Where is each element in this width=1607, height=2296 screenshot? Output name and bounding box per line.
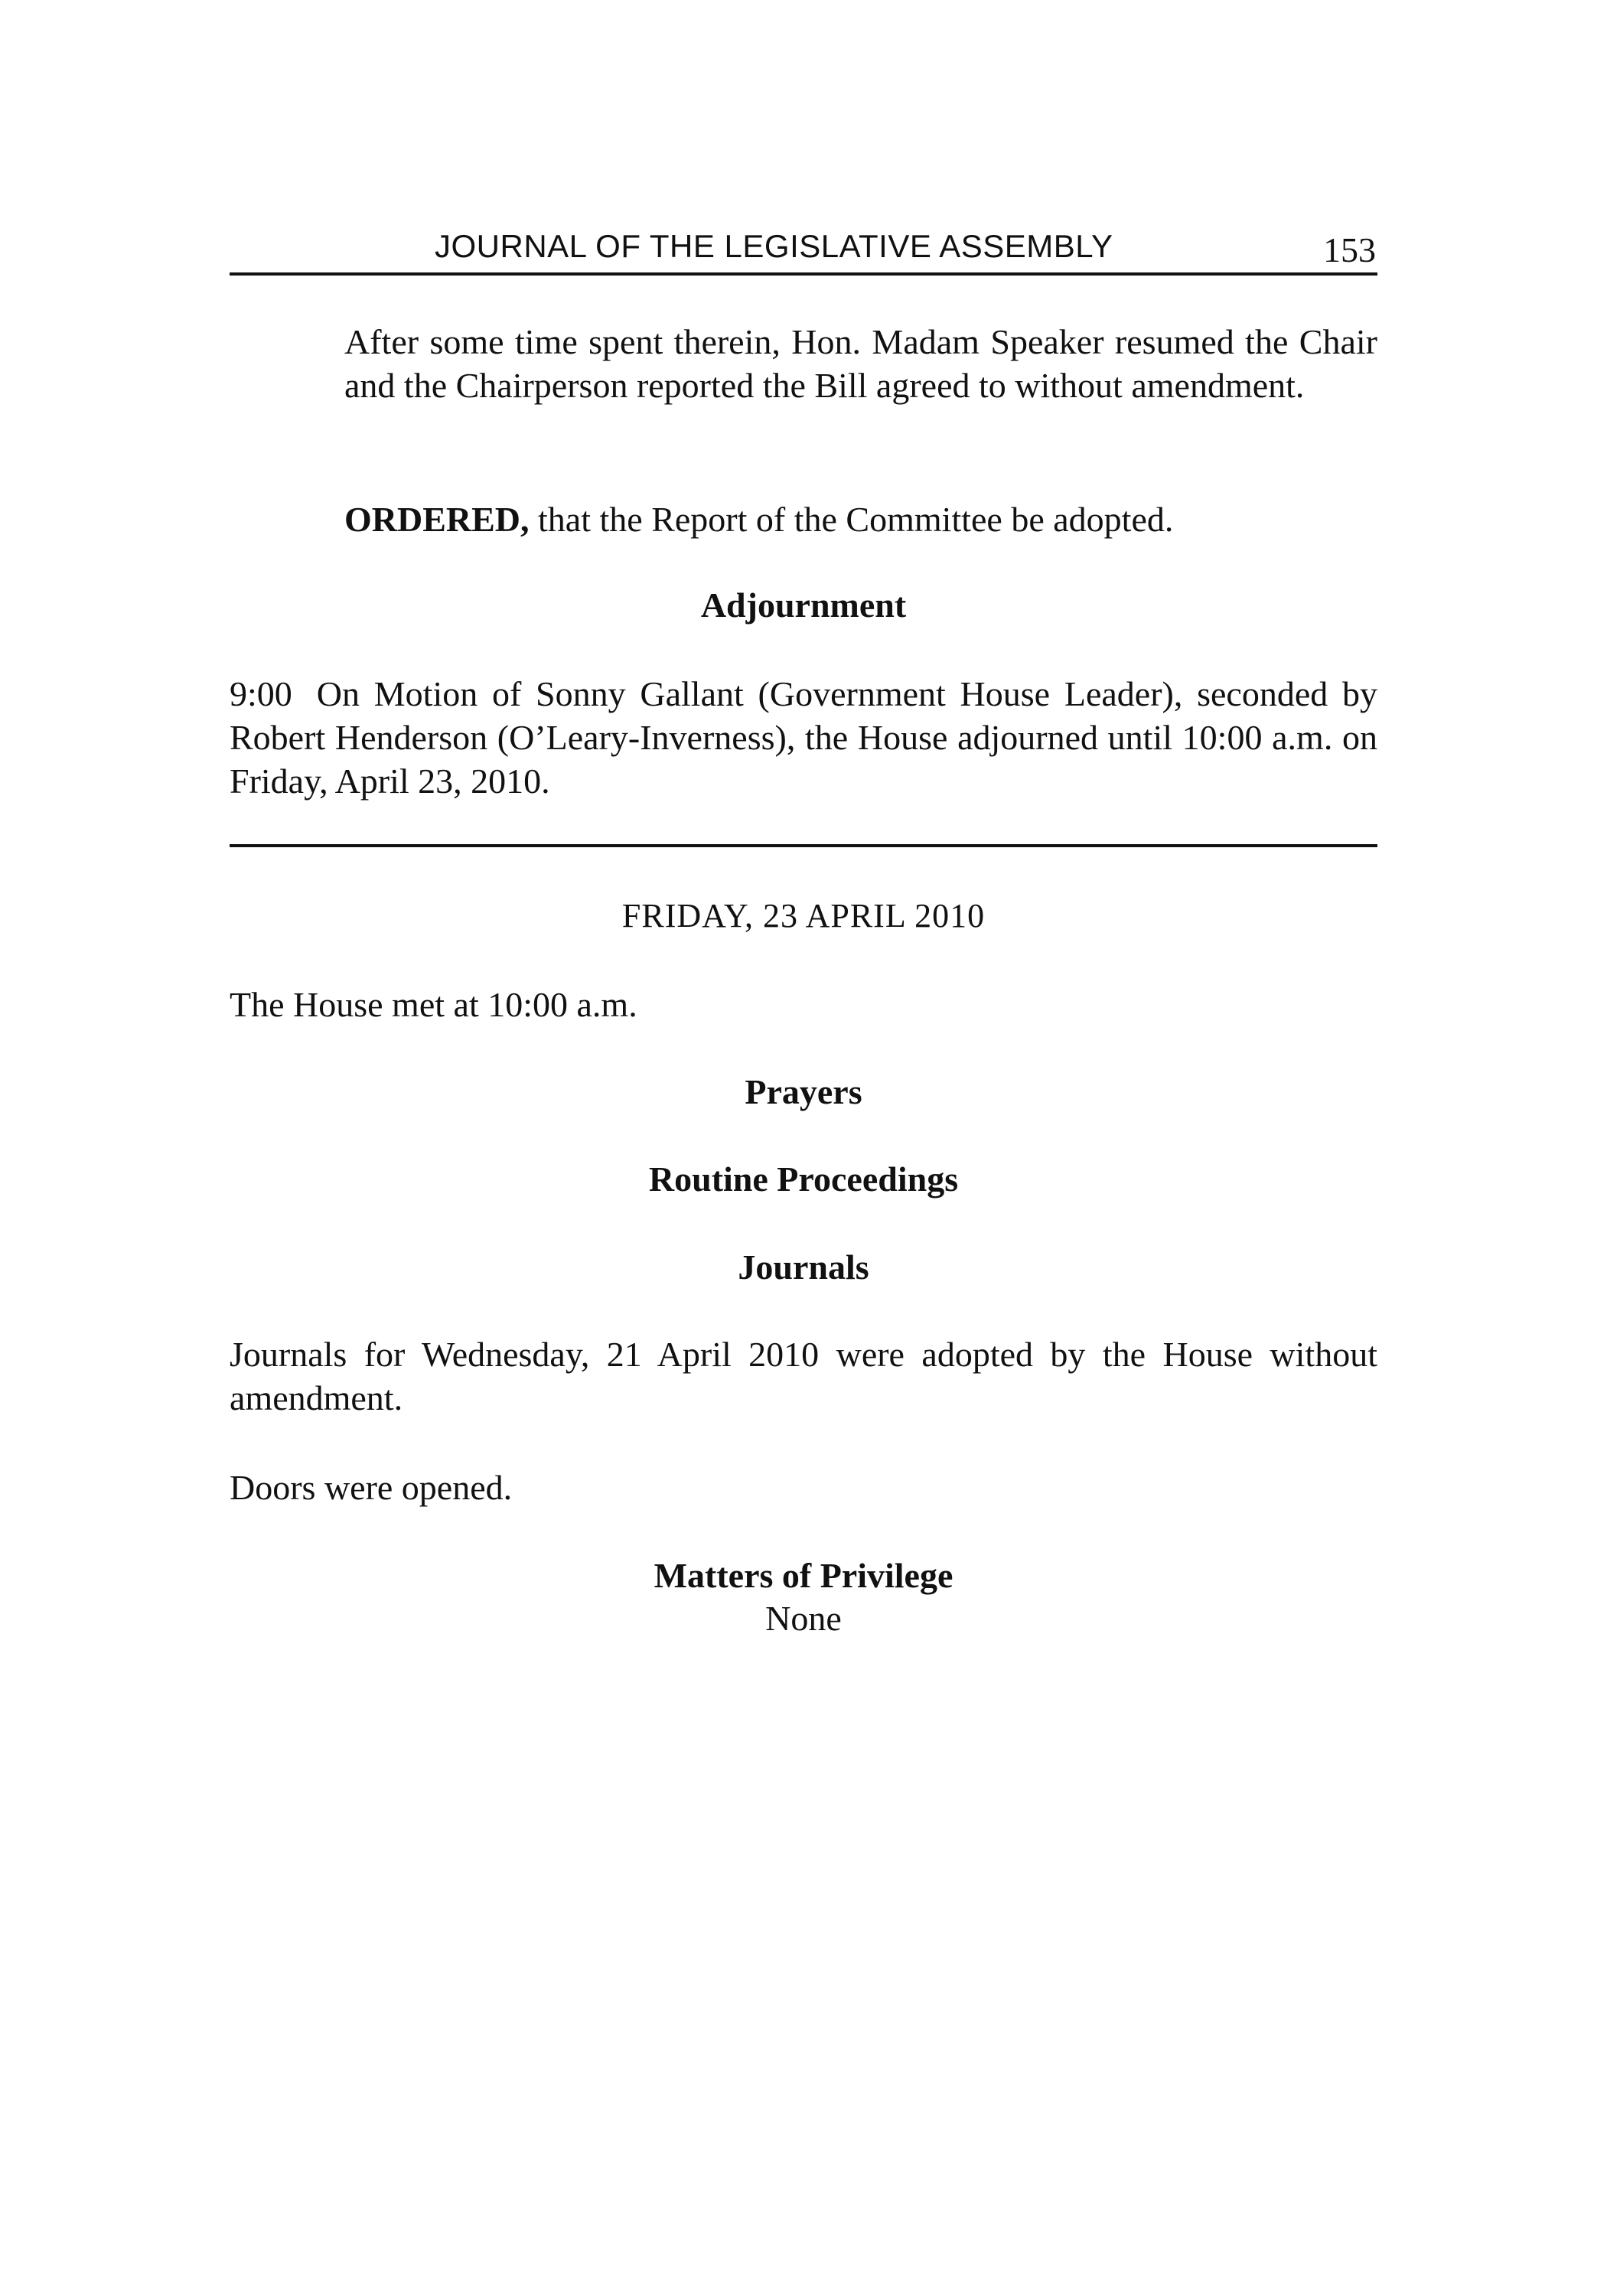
running-header [230, 227, 1377, 276]
page-number: 153 [1323, 230, 1376, 269]
sitting-date-heading: FRIDAY, 23 APRIL 2010 [621, 897, 986, 934]
adjournment-text: On Motion of Sonny Gallant (Government House Leader), seconded by Robert Henderson (O’Leary-Inverness), the House adjourned until 10:00 a.m. on Friday, April 23, 2010. [230, 674, 1377, 801]
journals-heading: Journals [738, 1247, 869, 1287]
adjournment-heading: Adjournment [700, 585, 907, 625]
routine-proceedings-heading: Routine Proceedings [648, 1159, 959, 1199]
privilege-none-text: None [765, 1599, 842, 1638]
section-divider [230, 844, 1377, 847]
ordered-text: that the Report of the Committee be adopted. [529, 500, 1174, 539]
running-title: JOURNAL OF THE LEGISLATIVE ASSEMBLY [435, 228, 1113, 264]
house-met-paragraph: The House met at 10:00 a.m. [230, 985, 637, 1024]
doors-paragraph: Doors were opened. [230, 1468, 513, 1507]
committee-report-paragraph: After some time spent therein, Hon. Madam Speaker resumed the Chair and the Chairperson reported the Bill agreed to without amendment. [344, 322, 1377, 405]
adjournment-paragraph [230, 672, 1377, 803]
ordered-paragraph [344, 497, 1377, 541]
adjournment-time: 9:00 [230, 674, 292, 713]
matters-of-privilege-heading: Matters of Privilege [654, 1556, 953, 1595]
journals-paragraph: Journals for Wednesday, 21 April 2010 were adopted by the House without amendment. [230, 1335, 1377, 1417]
ordered-label: ORDERED, [344, 500, 530, 539]
prayers-heading: Prayers [745, 1072, 862, 1111]
journal-page [230, 0, 1377, 2296]
